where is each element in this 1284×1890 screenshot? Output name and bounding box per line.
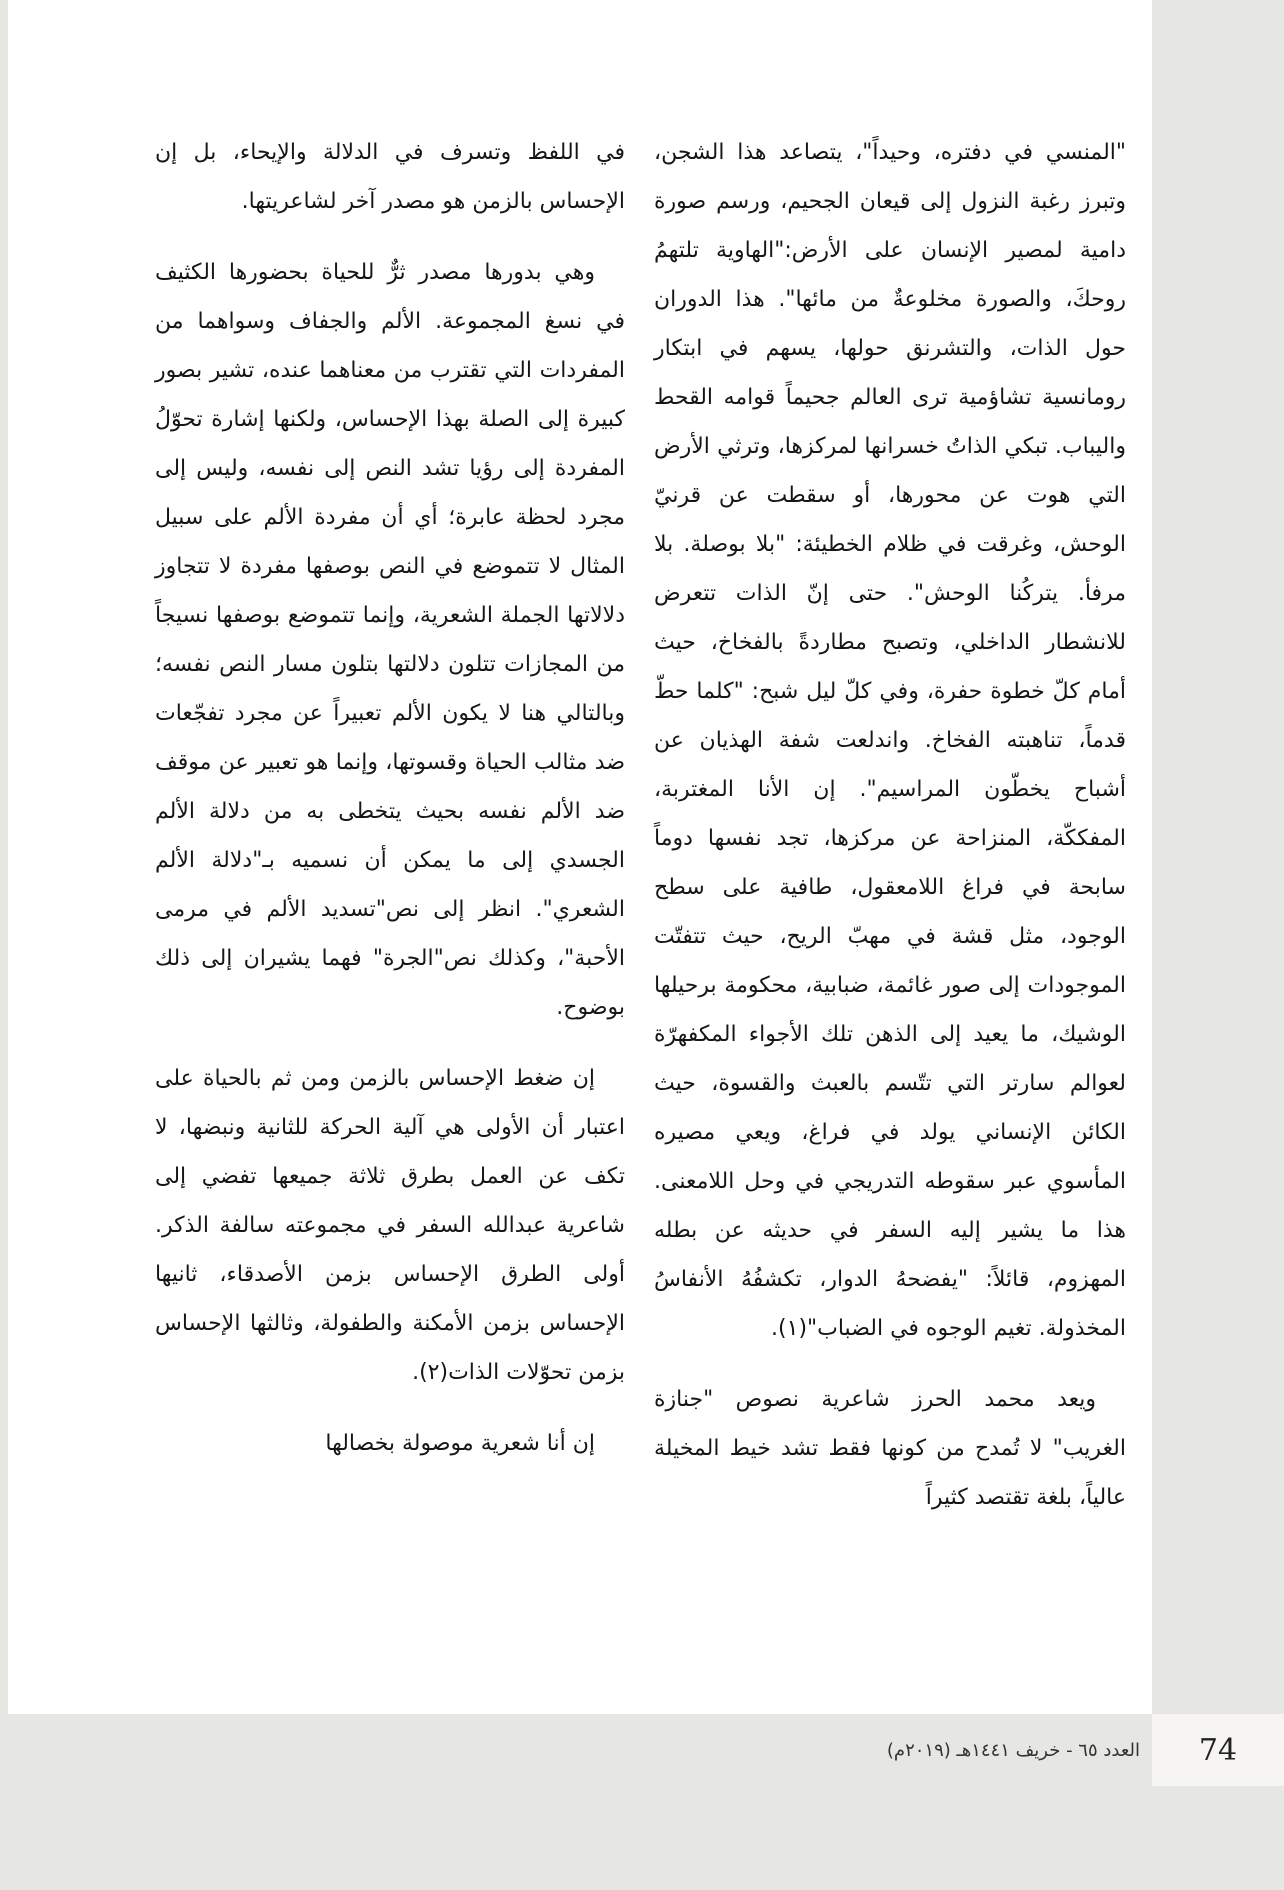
paragraph: "المنسي في دفتره، وحيداً"، يتصاعد هذا الشجن، وتبرز رغبة النزول إلى قيعان الجحيم، ورسم صورة دامية لمصير الإنسان على الأرض:"الهاوية تلتهمُ روحكَ، والصورة مخلوعةٌ من مائها". هذا الدوران حول الذات، والتشرنق حولها، يسهم في ابتكار رومانسية تشاؤمية ترى العالم جحيماً قوامه القحط واليباب. تبكي الذاتُ خسرانها لمركزها، وترثي الأرض التي هوت عن محورها، أو سقطت عن قرنيّ الوحش، وغرقت في ظلام الخطيئة: "بلا بوصلة. بلا مرفأ. يتركُنا الوحش". حتى إنّ الذات تتعرض للانشطار الداخلي، وتصبح مطاردةً بالفخاخ، حيث أمام كلّ خطوة حفرة، وفي كلّ ليل شبح: "كلما حطّ قدماً، تناهبته الفخاخ. واندلعت شفة الهذيان عن أشباح يخطّون المراسيم". إن الأنا المغتربة، المفككّة، المنزاحة عن مركزها، تجد نفسها دوماً سابحة في فراغ اللامعقول، طافية على سطح الوجود، مثل قشة في مهبّ الريح، حيث تتفتّت الموجودات إلى صور غائمة، ضبابية، محكومة برحيلها الوشيك، ما يعيد إلى الذهن تلك الأجواء المكفهرّة لعوالم سارتر التي تتّسم بالعبث والقسوة، حيث الكائن الإنساني يولد في فراغ، ويعي مصيره المأسوي عبر سقوطه التدريجي في وحل اللامعنى. هذا ما يشير إليه السفر في حديثه عن بطله المهزوم، قائلاً: "يفضحهُ الدوار، تكشفُهُ الأنفاسُ المخذولة. تغيم الوجوه في الضباب"(١). [654, 140, 1126, 1341]
page-number-box [1152, 1714, 1284, 1786]
right-text-column [654, 128, 1126, 1544]
paragraph: إن أنا شعرية موصولة بخصالها [325, 1431, 595, 1456]
left-text-column [155, 128, 625, 1490]
page-number: 74 [1198, 1732, 1238, 1768]
paragraph: وهي بدورها مصدر ثرٌّ للحياة بحضورها الكثيف في نسغ المجموعة. الألم والجفاف وسواهما من المفردات التي تقترب من معناهما عنده، تشير بصور كبيرة إلى الصلة بهذا الإحساس، ولكنها إشارة تحوّلُ المفردة إلى رؤيا تشد النص إلى نفسه، وليس إلى مجرد لحظة عابرة؛ أي أن مفردة الألم على سبيل المثال لا تتموضع في النص بوصفها مفردة لا تتجاوز دلالاتها الجملة الشعرية، وإنما تتموضع بوصفها نسيجاً من المجازات تتلون دلالتها بتلون مسار النص نفسه؛ وبالتالي هنا لا يكون الألم تعبيراً عن مجرد تفجّعات ضد مثالب الحياة وقسوتها، وإنما هو تعبير عن موقف ضد الألم نفسه بحيث يتخطى به من دلالة الألم الجسدي إلى ما يمكن أن نسميه بـ"دلالة الألم الشعري". انظر إلى نص"تسديد الألم في مرمى الأحبة"، وكذلك نص"الجرة" فهما يشيران إلى ذلك بوضوح. [155, 260, 625, 1020]
issue-info: العدد ٦٥ - خريف ١٤٤١هـ (٢٠١٩م) [886, 1740, 1140, 1761]
left-margin-strip [0, 0, 8, 1890]
right-margin-strip [1152, 0, 1284, 1890]
paragraph: إن ضغط الإحساس بالزمن ومن ثم بالحياة على اعتبار أن الأولى هي آلية الحركة للثانية ونبضها، لا تكف عن العمل بطرق ثلاثة جميعها تفضي إلى شاعرية عبدالله السفر في مجموعته سالفة الذكر. أولى الطرق الإحساس بزمن الأصدقاء، ثانيها الإحساس بزمن الأمكنة والطفولة، وثالثها الإحساس بزمن تحوّلات الذات(٢). [155, 1066, 625, 1385]
paragraph: في اللفظ وتسرف في الدلالة والإيحاء، بل إن الإحساس بالزمن هو مصدر آخر لشاعريتها. [155, 140, 625, 214]
paragraph: ويعد محمد الحرز شاعرية نصوص "جنازة الغريب" لا تُمدح من كونها فقط تشد خيط المخيلة عالياً، بلغة تقتصد كثيراً [654, 1387, 1126, 1510]
